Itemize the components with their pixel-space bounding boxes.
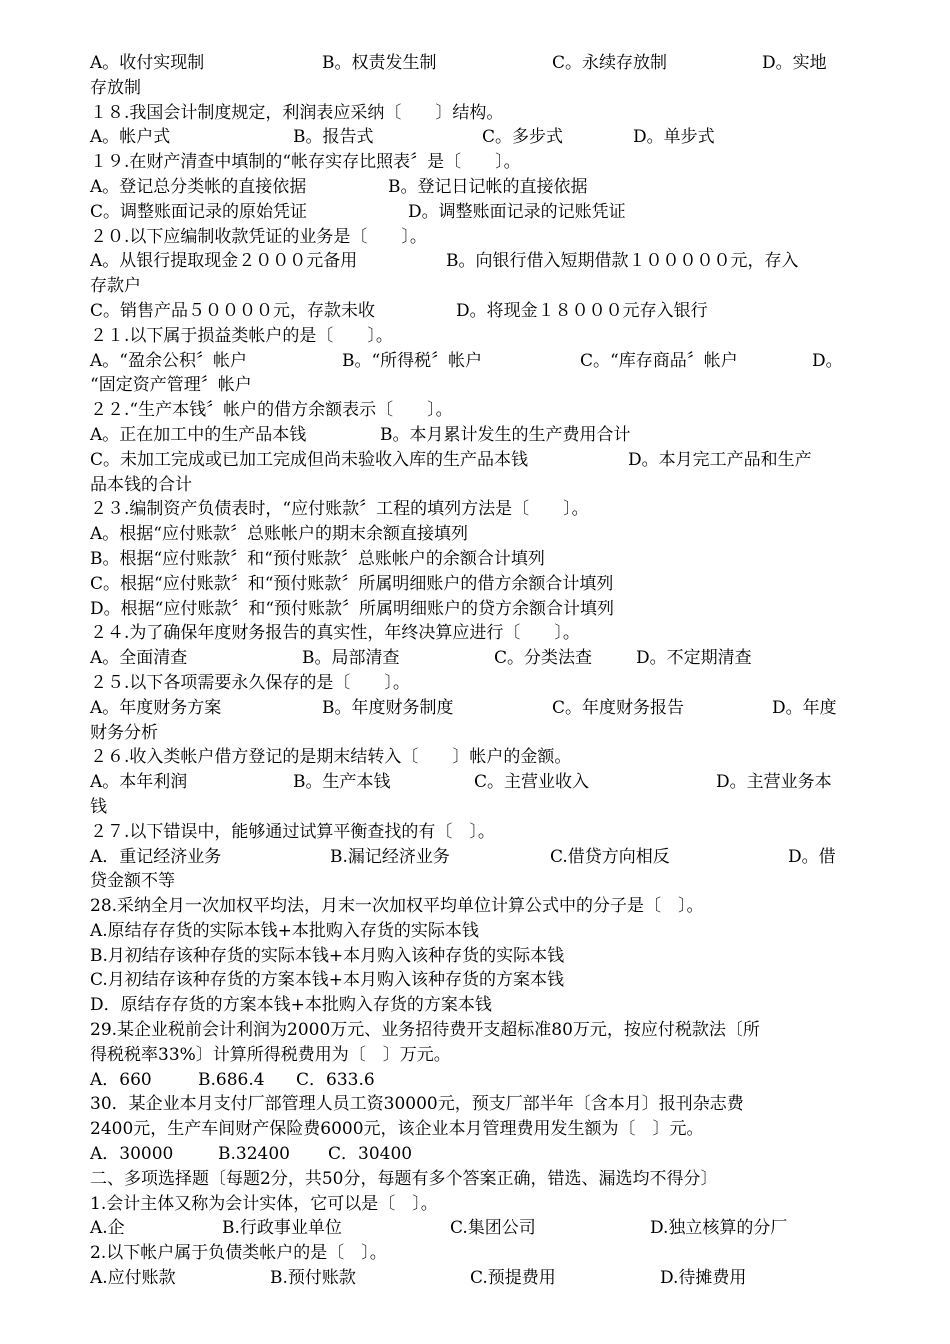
- option-label: B。“所得税〞帐户: [342, 350, 483, 371]
- option-label: A。帐户式: [90, 127, 171, 148]
- option-row: [90, 1216, 850, 1241]
- option-label: D。不定期清查: [636, 648, 752, 669]
- option-row: [90, 249, 850, 274]
- option-label: D。调整账面记录的记账凭证: [408, 201, 626, 222]
- option-row: [90, 349, 850, 374]
- option-label: A．30000: [90, 1144, 174, 1165]
- text-line: ２０.以下应编制收款凭证的业务是〔 〕。: [90, 226, 427, 247]
- text-line: ２４.为了确保年度财务报告的真实性，年终决算应进行〔 〕。: [90, 623, 580, 644]
- option-row: [90, 696, 850, 721]
- option-label: A。从银行提取现金２０００元备用: [90, 251, 358, 272]
- option-label: D。本月完工产品和生产: [628, 449, 812, 470]
- option-label: A.企: [90, 1218, 125, 1239]
- option-label: D。单步式: [633, 127, 715, 148]
- option-label: B。本月累计发生的生产费用合计: [380, 424, 631, 445]
- option-label: C。年度财务报告: [552, 697, 685, 718]
- option-label: C。多步式: [482, 127, 564, 148]
- option-label: B。生产本钱: [293, 772, 391, 793]
- text-line: B。根据“应付账款〞和“预付账款〞总账帐户的余额合计填列: [90, 548, 545, 569]
- option-label: B。年度财务制度: [322, 697, 454, 718]
- option-label: D。主营业务本: [716, 772, 832, 793]
- option-label: B。局部清查: [302, 648, 400, 669]
- text-line: 28.采纳全月一次加权平均法，月末一次加权平均单位计算公式中的分子是〔 〕。: [90, 896, 704, 917]
- option-label: C．633.6: [296, 1069, 375, 1090]
- document-body: [90, 51, 850, 1291]
- option-label: D。年度: [772, 697, 837, 718]
- text-line: A.原结存存货的实际本钱+本批购入存货的实际本钱: [90, 920, 479, 941]
- option-row: [90, 1142, 850, 1167]
- text-line: １９.在财产清查中填制的“帐存实存比照表〞是〔 〕。: [90, 152, 521, 173]
- option-label: B.32400: [218, 1144, 290, 1165]
- text-line: 2400元，生产车间财产保险费6000元，该企业本月管理费用发生额为〔 〕元。: [90, 1119, 704, 1140]
- option-label: A．重记经济业务: [90, 846, 222, 867]
- option-label: C。分类法查: [494, 648, 593, 669]
- text-line: D。根据“应付账款〞和“预付账款〞所属明细账户的贷方余额合计填列: [90, 598, 615, 619]
- option-row: [90, 1068, 850, 1093]
- option-label: A。收付实现制: [90, 53, 205, 73]
- text-line: C。根据“应付账款〞和“预付账款〞所属明细账户的借方余额合计填列: [90, 573, 614, 594]
- option-label: A。本年利润: [90, 772, 188, 793]
- option-label: C。调整账面记录的原始凭证: [90, 201, 308, 222]
- text-line: 1.会计主体又称为会计实体，它可以是〔 〕。: [90, 1193, 438, 1214]
- option-label: B.漏记经济业务: [330, 846, 450, 867]
- option-row: [90, 845, 850, 870]
- option-label: C。“库存商品〞帐户: [580, 350, 738, 371]
- text-line: ２７.以下错误中，能够通过试算平衡查找的有〔 〕。: [90, 821, 495, 842]
- option-label: D。: [812, 350, 843, 371]
- option-row: [90, 1266, 850, 1291]
- option-row: [90, 299, 850, 324]
- option-label: C。未加工完成或已加工完成但尚未验收入库的生产品本钱: [90, 449, 529, 470]
- text-line: 得税税率33%〕计算所得税费用为〔 〕万元。: [90, 1044, 451, 1065]
- option-label: A。“盈余公积〞帐户: [90, 350, 247, 371]
- option-label: B。报告式: [293, 127, 374, 148]
- text-line: 2.以下帐户属于负债类帐户的是〔 〕。: [90, 1243, 387, 1264]
- text-line: 贷金额不等: [90, 871, 175, 892]
- text-line: 品本钱的合计: [90, 474, 192, 495]
- text-line: 存款户: [90, 276, 141, 297]
- option-label: A。正在加工中的生产品本钱: [90, 424, 307, 445]
- option-label: A。登记总分类帐的直接依据: [90, 176, 307, 197]
- text-line: ２５.以下各项需要永久保存的是〔 〕。: [90, 672, 410, 693]
- text-line: D．原结存存货的方案本钱+本批购入存货的方案本钱: [90, 995, 492, 1016]
- option-label: C。永续存放制: [552, 53, 668, 73]
- option-label: B。向银行借入短期借款１０００００元，存入: [446, 251, 799, 272]
- option-label: C。销售产品５００００元，存款未收: [90, 300, 376, 321]
- option-row: [90, 423, 850, 448]
- option-row: [90, 200, 850, 225]
- option-label: A．660: [90, 1069, 152, 1090]
- text-line: B.月初结存该种存货的实际本钱+本月购入该种存货的实际本钱: [90, 945, 565, 966]
- option-label: B.行政事业单位: [222, 1218, 342, 1239]
- text-line: 财务分析: [90, 722, 158, 743]
- text-line: C.月初结存该种存货的方案本钱+本月购入该种存货的方案本钱: [90, 970, 565, 991]
- option-label: C。主营业收入: [474, 772, 590, 793]
- option-label: B。登记日记帐的直接依据: [388, 176, 588, 197]
- option-row: [90, 448, 850, 473]
- option-label: B.预付账款: [270, 1268, 356, 1289]
- text-line: 29.某企业税前会计利润为2000万元、业务招待费开支超标准80万元，按应付税款法〔所: [90, 1020, 760, 1041]
- option-label: C.预提费用: [470, 1268, 556, 1289]
- option-label: A。年度财务方案: [90, 697, 222, 718]
- option-label: D.独立核算的分厂: [650, 1218, 788, 1239]
- option-label: B.686.4: [198, 1069, 265, 1090]
- option-row: [90, 646, 850, 671]
- option-row: [90, 51, 850, 76]
- text-line: 钱: [90, 796, 107, 817]
- option-label: B。权责发生制: [322, 53, 437, 73]
- option-label: A.应付账款: [90, 1268, 176, 1289]
- option-label: C．30400: [328, 1144, 413, 1165]
- option-label: D。实地: [762, 53, 827, 73]
- option-row: [90, 125, 850, 150]
- text-line: ２２.“生产本钱〞帐户的借方余额表示〔 〕。: [90, 400, 453, 421]
- option-label: D。借: [788, 846, 836, 867]
- text-line: 二、多项选择题〔每题2分，共50分，每题有多个答案正确，错选、漏选均不得分〕: [90, 1168, 718, 1189]
- text-line: ２１.以下属于损益类帐户的是〔 〕。: [90, 325, 393, 346]
- text-line: 存放制: [90, 77, 141, 98]
- text-line: ２６.收入类帐户借方登记的是期末结转入〔 〕帐户的金额。: [90, 747, 572, 768]
- option-label: C.集团公司: [450, 1218, 536, 1239]
- option-row: [90, 770, 850, 795]
- text-line: “固定资产管理〞帐户: [90, 375, 252, 396]
- text-line: 30．某企业本月支付厂部管理人员工资30000元，预支厂部半年〔含本月〕报刊杂志费: [90, 1094, 744, 1115]
- text-line: A。根据“应付账款〞总账帐户的期末余额直接填列: [90, 524, 468, 545]
- text-line: １８.我国会计制度规定，利润表应采纳〔 〕结构。: [90, 102, 504, 123]
- option-label: D。将现金１８０００元存入银行: [456, 300, 708, 321]
- text-line: ２３.编制资产负债表时，“应付账款〞工程的填列方法是〔 〕。: [90, 499, 589, 520]
- option-label: D.待摊费用: [660, 1268, 747, 1289]
- option-label: C.借贷方向相反: [550, 846, 670, 867]
- option-row: [90, 175, 850, 200]
- option-label: A。全面清查: [90, 648, 188, 669]
